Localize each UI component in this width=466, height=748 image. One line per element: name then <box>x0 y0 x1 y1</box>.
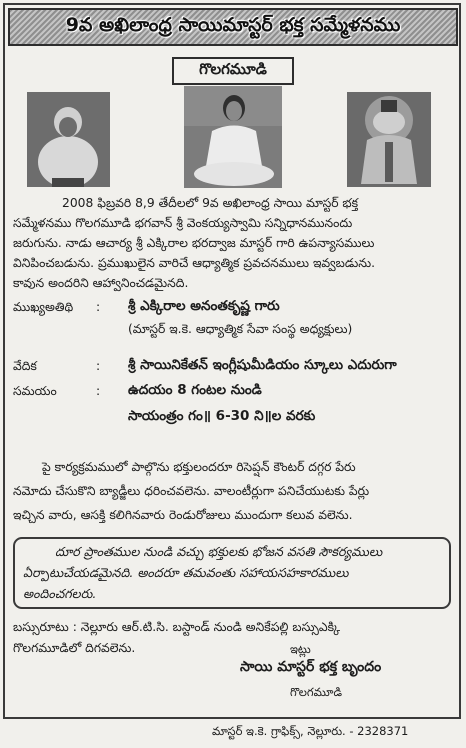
bus-route-line: గొలగమూడిలో దిగవలెను. <box>13 641 136 655</box>
time-evening: సాయంత్రం గం॥ 6-30 ని॥ల వరకు <box>128 408 316 424</box>
chief-guest-colon: : <box>96 300 101 314</box>
photo-deity-right <box>347 92 431 187</box>
note-line: అందించగలరు. <box>23 586 97 601</box>
time-label: సమయం <box>13 384 57 398</box>
time-morning: ఉదయం 8 గంటల నుండి <box>128 382 262 398</box>
title-text: 9వ అఖిలాంధ్ర సాయిమాస్టర్ భక్త సమ్మేళనము <box>65 13 401 36</box>
note-line: ఏర్పాటుచేయడమైనది. అందరూ తమవంతు సహాయసహకారములు <box>23 565 349 580</box>
printer-credit: మాస్టర్ ఇ.కె. గ్రాఫిక్స్, నెల్లూరు. - 2328371 <box>212 724 409 738</box>
chief-guest-name: శ్రీ ఎక్కిరాల అనంతకృష్ణ గారు <box>128 298 280 314</box>
intro-line: జరుగును. నాడు ఆచార్య శ్రీ ఎక్కిరాల భరద్వాజ మాస్టర్ గారి ఉపన్యాసములు <box>13 236 375 250</box>
venue-label: వేదిక <box>13 359 37 373</box>
intro-line: సమ్మేళనము గొలగమూడి భగవాన్ శ్రీ వెంకయ్యస్వామి సన్నిధానమునందు <box>13 216 353 230</box>
note-line: దూర ప్రాంతముల నుండి వచ్చు భక్తులకు భోజన వసతి సౌకర్యములు <box>55 544 383 559</box>
intro-line: కావున అందరిని ఆహ్వానించడమైనది. <box>13 276 189 290</box>
bus-route-line: బస్సురూటు : నెల్లూరు ఆర్.టి.సి. బస్టాండ్ నుండి అనికేపల్లి బస్సుఎక్కి <box>13 620 341 634</box>
signature-org: సాయి మాస్టర్ భక్త బృందం <box>240 659 382 675</box>
intro-line: వినిపించబడును. ప్రముఖులైన వారిచే ఆధ్యాత్మిక ప్రవచనములు ఇవ్వబడును. <box>13 256 376 270</box>
intro-line: 2008 ఫిబ్రవరి 8,9 తేదీలలో 9వ అఖిలాంధ్ర సాయి మాస్టర్ భక్త <box>62 196 359 210</box>
photo-master-center <box>184 86 282 188</box>
photo-saint-left <box>27 92 110 187</box>
time-colon: : <box>96 384 101 398</box>
registration-line: నమోదు చేసుకొని బ్యాడ్జీలు ధరించవలెను. వాలంటీర్లుగా పనిచేయుటకు పేర్లు <box>13 484 370 498</box>
signature-place: గొలగమూడి <box>290 685 342 699</box>
place-name: గొలగమూడి <box>199 60 267 78</box>
place-box <box>172 57 294 85</box>
signature-iti: ఇట్లు <box>290 642 311 656</box>
food-accommodation-note <box>13 537 451 609</box>
registration-line: పై కార్యక్రమములో పాల్గొను భక్తులందరూ రిసెప్షన్ కౌంటర్ దగ్గర పేరు <box>42 460 356 474</box>
title-banner <box>8 8 458 46</box>
venue-value: శ్రీ సాయినికేతన్ ఇంగ్లీషుమీడియం స్కూలు ఎదురుగా <box>128 357 397 373</box>
venue-colon: : <box>96 359 101 373</box>
chief-guest-title: (మాస్టర్ ఇ.కె. ఆధ్యాత్మిక సేవా సంస్థ అధ్యక్షులు) <box>128 322 353 336</box>
registration-line: ఇచ్చిన వారు, ఆసక్తి కలిగినవారు రెండురోజులు ముందుగా కలువ వలెను. <box>13 508 353 522</box>
chief-guest-label: ముఖ్యఅతిథి <box>13 300 74 314</box>
